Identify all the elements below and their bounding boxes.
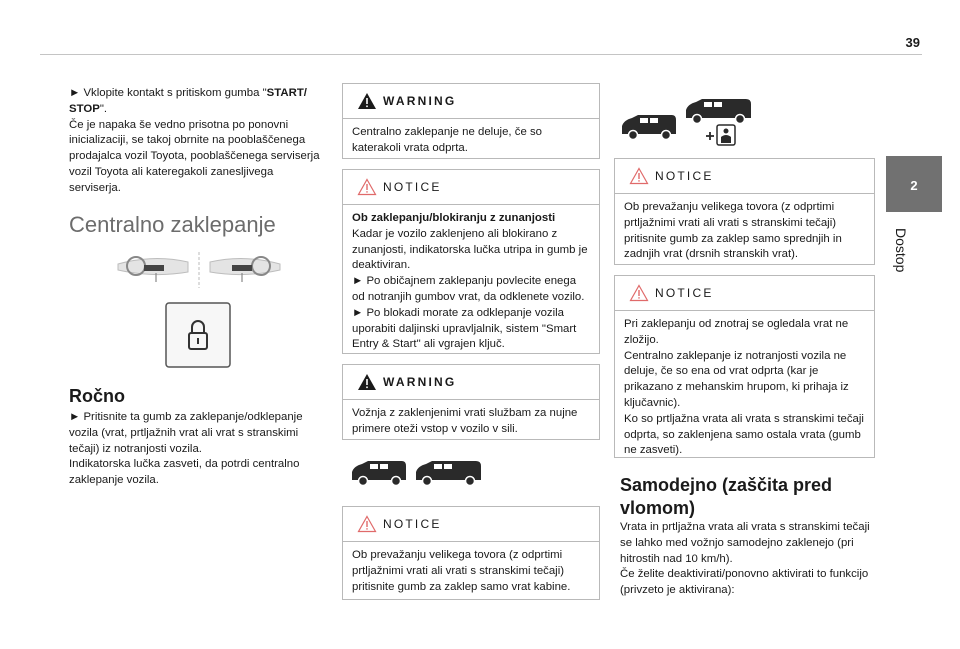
notice-box-2	[342, 506, 600, 600]
warning-box-1	[342, 83, 600, 159]
chapter-tab[interactable]: 2	[886, 156, 942, 212]
notice-text: Ob prevažanju velikega tovora (z odprtimi prtljažnimi vrati ali vrati s stranskimi tečaji) pritisnite gumb za zaklep samo vrat kabine.	[352, 549, 571, 593]
chapter-label: Dostop	[893, 228, 909, 273]
header-rule	[40, 54, 922, 55]
notice-label: NOTICE	[383, 517, 442, 531]
notice-box-3	[614, 158, 875, 265]
notice-triangle-icon	[629, 284, 649, 302]
warning-text: Vožnja z zaklenjenimi vrati službam za nujne primere oteži vstop v vozilo v sili.	[352, 407, 578, 435]
warning-label: WARNING	[383, 375, 457, 389]
notice-triangle-icon	[357, 178, 377, 196]
notice-box-4: NOTICE Pri zaklepanju od znotraj se ogledala vrat ne zložijo. Centralno zaklepanje iz notranjosti vozila ne deluje, če so ena od vrat odprta (kar je prikazano z mehanskim hrupom, ki prihaja iz ključavnic). Ko so prtljažna vrata ali vrata s stranskimi tečaji odprta, so zaklenjena samo ostala vrata (gumb ne zasveti).	[614, 275, 875, 458]
notice-triangle-icon	[357, 515, 377, 533]
subsection-title-manual: Ročno	[69, 386, 125, 406]
section-title-central-locking: Centralno zaklepanje	[69, 212, 276, 237]
notice-heading: Ob zaklepanju/blokiranju z zunanjosti	[352, 212, 556, 224]
intro-paragraph: ► Vklopite kontakt s pritiskom gumba "START/ STOP".	[69, 87, 307, 115]
warning-box-2	[342, 364, 600, 440]
notice-label: NOTICE	[655, 169, 714, 183]
warning-triangle-icon	[357, 92, 377, 110]
warning-text: Centralno zaklepanje ne deluje, če so katerakoli vrata odprta.	[352, 126, 542, 154]
lock-button-icon	[165, 302, 231, 368]
intro-rest: Če je napaka še vedno prisotna po ponovni inicializaciji, se takoj obrnite na pooblaščenega prodajalca vozil Toyota, pooblaščenega serviserja vozil Toyota ali kateregakoli zanesljivega serviserja.	[69, 118, 320, 194]
notice-text: Ob prevažanju velikega tovora (z odprtimi prtljažnimi vrati ali vrati s stranskimi tečaji) pritisnite gumb za zaklep samo sprednjih in zadnjih vrat (drsnih stranskih vrat).	[624, 201, 842, 261]
warning-triangle-icon	[357, 373, 377, 391]
section-title-automatic: Samodejno (zaščita pred vlomom)	[620, 475, 833, 518]
van-icon	[350, 458, 484, 488]
notice-triangle-icon	[629, 167, 649, 185]
column-1	[69, 86, 323, 197]
manual-text: ► Pritisnite ta gumb za zaklepanje/odklepanje vozila (vrat, prtljažnih vrat ali vrat s stranskimi tečaji) iz notranjosti vozila. Indikatorska lučka zasveti, da potrdi centralno zaklepanje vozila.	[69, 411, 303, 487]
steering-wheel-icon	[114, 250, 284, 290]
notice-label: NOTICE	[383, 180, 442, 194]
page-number: 39	[905, 35, 920, 50]
notice-label: NOTICE	[655, 286, 714, 300]
automatic-text: Vrata in prtljažna vrata ali vrata s stranskimi tečaji se lahko med vožnjo samodejno zaklenejo (pri hitrostih nad 10 km/h). Če želite deaktivirati/ponovno aktivirati to funkcijo (privzeto je aktivirana):	[620, 521, 870, 597]
van-icon	[620, 98, 760, 148]
notice-box-1: NOTICE Ob zaklepanju/blokiranju z zunanjosti Kadar je vozilo zaklenjeno ali blokirano z zunanjosti, indikatorska lučka utripa in gumb je deaktiviran. ► Po običajnem zaklepanju povlecite enega od notranjih gumbov vrat, da odklenete vozilo. ► Po blokadi morate za odklepanje vozila uporabiti daljinski upravljalnik, sistem "Smart Entry & Start" ali vgrajen ključ.	[342, 169, 600, 354]
warning-label: WARNING	[383, 94, 457, 108]
